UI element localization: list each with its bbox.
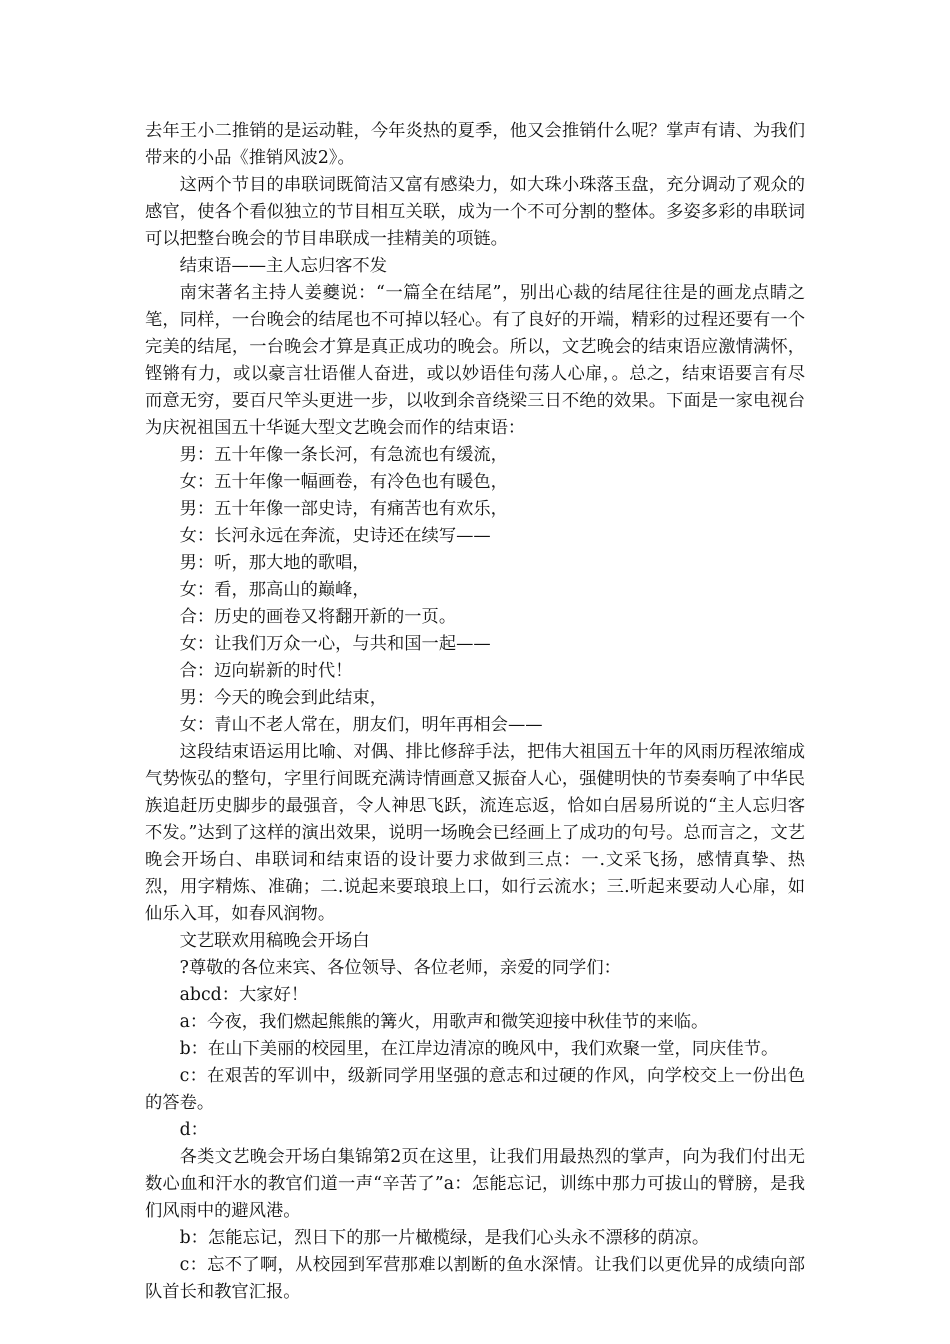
paragraph: 去年王小二推销的是运动鞋，今年炎热的夏季，他又会推销什么呢？掌声有请、为我们带来的小品《推销风波2》。 bbox=[145, 121, 805, 168]
dialogue-line: b：怎能忘记，烈日下的那一片橄榄绿，是我们心头永不漂移的荫凉。 bbox=[179, 1228, 710, 1248]
dialogue-line: 合：迈向崭新的时代！ bbox=[179, 661, 353, 681]
dialogue-line: 男：五十年像一条长河，有急流也有缓流， bbox=[179, 445, 508, 465]
dialogue-line: 男：听，那大地的歌唱， bbox=[179, 553, 370, 573]
paragraph: 各类文艺晚会开场白集锦第2页在这里，让我们用最热烈的掌声，向为我们付出无数心血和汗水的教官们道一声“辛苦了”a：怎能忘记，训练中那力可拔山的臂膀，是我们风雨中的避风港。 bbox=[145, 1147, 805, 1221]
section-heading: 文艺联欢用稿晚会开场白 bbox=[179, 931, 370, 951]
dialogue-line: abcd：大家好！ bbox=[179, 985, 309, 1005]
paragraph: 这两个节目的串联词既简洁又富有感染力，如大珠小珠落玉盘，充分调动了观众的感官，使各个看似独立的节目相互关联，成为一个不可分割的整体。多姿多彩的串联词可以把整台晚会的节目串联成一挂精美的项链。 bbox=[145, 175, 805, 249]
dialogue-line: 男：今天的晚会到此结束， bbox=[179, 688, 387, 708]
dialogue-line: d： bbox=[179, 1120, 208, 1140]
dialogue-line: c：在艰苦的军训中，级新同学用坚强的意志和过硬的作风，向学校交上一份出色的答卷。 bbox=[145, 1066, 805, 1113]
paragraph: 南宋著名主持人姜夔说：“一篇全在结尾”，别出心裁的结尾往往是的画龙点睛之笔，同样，一台晚会的结尾也不可掉以轻心。有了良好的开端，精彩的过程还要有一个完美的结尾，一台晚会才算是真正成功的晚会。所以，文艺晚会的结束语应激情满怀，铿锵有力，或以豪言壮语催人奋进，或以妙语佳句荡人心扉，。总之，结束语要言有尽而意无穷，要百尺竿头更进一步，以收到余音绕梁三日不绝的效果。下面是一家电视台为庆祝祖国五十华诞大型文艺晚会而作的结束语： bbox=[145, 283, 805, 438]
dialogue-line: 男：五十年像一部史诗，有痛苦也有欢乐， bbox=[179, 499, 508, 519]
dialogue-line: 女：青山不老人常在，朋友们，明年再相会—— bbox=[179, 715, 543, 735]
dialogue-line: 女：长河永远在奔流，史诗还在续写—— bbox=[179, 526, 491, 546]
dialogue-line: 合：历史的画卷又将翻开新的一页。 bbox=[179, 607, 457, 627]
section-heading: 结束语——主人忘归客不发 bbox=[179, 256, 387, 276]
dialogue-line: 女：看，那高山的巅峰， bbox=[179, 580, 370, 600]
dialogue-line: 女：五十年像一幅画卷，有冷色也有暖色， bbox=[179, 472, 508, 492]
document-body bbox=[145, 118, 805, 1306]
dialogue-line: 女：让我们万众一心，与共和国一起—— bbox=[179, 634, 491, 654]
dialogue-line: a：今夜，我们燃起熊熊的篝火，用歌声和微笑迎接中秋佳节的来临。 bbox=[179, 1012, 709, 1032]
dialogue-line: b：在山下美丽的校园里，在江岸边清凉的晚风中，我们欢聚一堂，同庆佳节。 bbox=[179, 1039, 779, 1059]
paragraph: 这段结束语运用比喻、对偶、排比修辞手法，把伟大祖国五十年的风雨历程浓缩成气势恢弘的整句，字里行间既充满诗情画意又振奋人心，强健明快的节奏奏响了中华民族追赶历史脚步的最强音，令人神思飞跃，流连忘返，恰如白居易所说的“主人忘归客不发。”达到了这样的演出效果，说明一场晚会已经画上了成功的句号。总而言之，文艺晚会开场白、串联词和结束语的设计要力求做到三点：一.文采飞扬，感情真挚、热烈，用字精炼、准确；二.说起来要琅琅上口，如行云流水；三.听起来要动人心扉，如仙乐入耳，如春风润物。 bbox=[145, 742, 805, 924]
dialogue-line: c：忘不了啊，从校园到军营那难以割断的鱼水深情。让我们以更优异的成绩向部队首长和教官汇报。 bbox=[145, 1255, 805, 1302]
greeting-line: ?尊敬的各位来宾、各位领导、各位老师，亲爱的同学们： bbox=[179, 958, 621, 978]
